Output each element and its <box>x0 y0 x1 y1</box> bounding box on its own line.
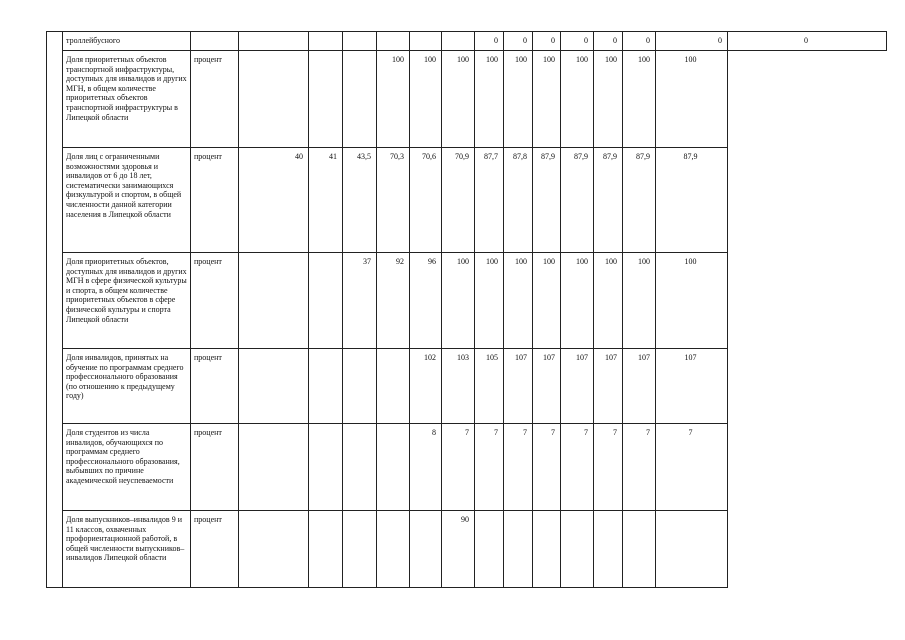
value-cell: 107 <box>594 349 623 424</box>
value-cell: 0 <box>475 32 504 51</box>
unit-cell: процент <box>191 424 239 511</box>
value-cell: 103 <box>442 349 475 424</box>
value-cell: 100 <box>504 253 533 349</box>
value-cell <box>410 32 442 51</box>
value-cell <box>239 424 309 511</box>
value-cell: 100 <box>410 51 442 148</box>
value-cell <box>239 511 309 588</box>
value-cell <box>343 424 377 511</box>
table-row <box>47 51 887 148</box>
value-cell: 70,3 <box>377 148 410 253</box>
value-cell <box>504 511 533 588</box>
unit-cell: процент <box>191 148 239 253</box>
value-cell: 100 <box>656 51 728 148</box>
value-cell <box>309 424 343 511</box>
value-cell: 7 <box>561 424 594 511</box>
value-cell: 40 <box>239 148 309 253</box>
value-cell: 100 <box>442 253 475 349</box>
value-cell: 100 <box>533 51 561 148</box>
value-cell: 7 <box>623 424 656 511</box>
value-cell <box>377 349 410 424</box>
value-cell: 0 <box>728 32 887 51</box>
number-cell <box>47 32 63 588</box>
indicator-name-cell: Доля студентов из числа инвалидов, обучающихся по программам среднего профессионального образования, выбывших по причине академической неуспеваемости <box>63 424 191 511</box>
value-cell: 100 <box>475 51 504 148</box>
value-cell <box>442 32 475 51</box>
unit-cell: процент <box>191 349 239 424</box>
value-cell: 70,9 <box>442 148 475 253</box>
value-cell <box>343 349 377 424</box>
value-cell <box>239 253 309 349</box>
value-cell <box>377 424 410 511</box>
indicator-name-cell: троллейбусного <box>63 32 191 51</box>
value-cell: 87,9 <box>594 148 623 253</box>
value-cell <box>594 511 623 588</box>
unit-cell: процент <box>191 511 239 588</box>
value-cell <box>309 349 343 424</box>
value-cell: 100 <box>561 51 594 148</box>
value-cell: 100 <box>533 253 561 349</box>
value-cell <box>561 511 594 588</box>
value-cell <box>656 511 728 588</box>
value-cell: 8 <box>410 424 442 511</box>
value-cell: 100 <box>594 253 623 349</box>
indicator-name-cell: Доля лиц с ограниченными возможностями здоровья и инвалидов от 6 до 18 лет, систематически занимающихся физкультурой и спортом, в общей численности данной категории населения в Липецкой области <box>63 148 191 253</box>
value-cell: 0 <box>623 32 656 51</box>
table-row <box>47 424 887 511</box>
value-cell: 107 <box>656 349 728 424</box>
value-cell: 87,7 <box>475 148 504 253</box>
value-cell: 92 <box>377 253 410 349</box>
value-cell: 7 <box>442 424 475 511</box>
value-cell <box>309 51 343 148</box>
value-cell: 107 <box>561 349 594 424</box>
value-cell: 7 <box>475 424 504 511</box>
value-cell: 0 <box>504 32 533 51</box>
unit-cell: процент <box>191 51 239 148</box>
value-cell: 100 <box>561 253 594 349</box>
value-cell: 87,9 <box>561 148 594 253</box>
value-cell <box>475 511 504 588</box>
value-cell: 100 <box>475 253 504 349</box>
indicator-name-cell: Доля приоритетных объектов, доступных для инвалидов и других МГН в сфере физической культуры и спорта, в общем количестве приоритетных объектов в сфере физической культуры и спорта Липецкой области <box>63 253 191 349</box>
value-cell: 107 <box>504 349 533 424</box>
value-cell: 7 <box>504 424 533 511</box>
value-cell <box>623 511 656 588</box>
value-cell: 107 <box>533 349 561 424</box>
value-cell <box>343 511 377 588</box>
value-cell: 0 <box>656 32 728 51</box>
value-cell: 7 <box>594 424 623 511</box>
value-cell: 90 <box>442 511 475 588</box>
value-cell: 105 <box>475 349 504 424</box>
value-cell <box>343 51 377 148</box>
table-body <box>47 32 887 588</box>
value-cell: 100 <box>504 51 533 148</box>
value-cell: 87,8 <box>504 148 533 253</box>
table-row <box>47 32 887 51</box>
table-row <box>47 511 887 588</box>
value-cell <box>343 32 377 51</box>
value-cell: 70,6 <box>410 148 442 253</box>
value-cell: 96 <box>410 253 442 349</box>
value-cell: 0 <box>533 32 561 51</box>
unit-cell: процент <box>191 253 239 349</box>
value-cell: 100 <box>442 51 475 148</box>
value-cell: 0 <box>594 32 623 51</box>
value-cell: 100 <box>656 253 728 349</box>
value-cell <box>309 511 343 588</box>
value-cell: 43,5 <box>343 148 377 253</box>
value-cell: 107 <box>623 349 656 424</box>
value-cell: 37 <box>343 253 377 349</box>
value-cell: 87,9 <box>533 148 561 253</box>
value-cell: 102 <box>410 349 442 424</box>
unit-cell <box>191 32 239 51</box>
value-cell: 87,9 <box>623 148 656 253</box>
value-cell: 7 <box>656 424 728 511</box>
value-cell <box>309 253 343 349</box>
value-cell: 100 <box>623 51 656 148</box>
table-row <box>47 349 887 424</box>
indicator-name-cell: Доля инвалидов, принятых на обучение по программам среднего профессионального образования (по отношению к предыдущему году) <box>63 349 191 424</box>
value-cell <box>410 511 442 588</box>
value-cell: 87,9 <box>656 148 728 253</box>
value-cell: 100 <box>594 51 623 148</box>
value-cell <box>533 511 561 588</box>
value-cell <box>377 32 410 51</box>
value-cell <box>377 511 410 588</box>
value-cell <box>239 349 309 424</box>
indicator-name-cell: Доля выпускников–инвалидов 9 и 11 классов, охваченных профориентационной работой, в общей численности выпускников–инвалидов Липецкой области <box>63 511 191 588</box>
value-cell <box>239 51 309 148</box>
value-cell: 41 <box>309 148 343 253</box>
value-cell <box>309 32 343 51</box>
indicators-table <box>46 31 887 588</box>
indicator-name-cell: Доля приоритетных объектов транспортной инфраструктуры, доступных для инвалидов и других МГН, в общем количестве приоритетных объектов транспортной инфраструктуры в Липецкой области <box>63 51 191 148</box>
value-cell: 0 <box>561 32 594 51</box>
value-cell <box>239 32 309 51</box>
table-row <box>47 148 887 253</box>
value-cell: 100 <box>623 253 656 349</box>
value-cell: 7 <box>533 424 561 511</box>
value-cell: 100 <box>377 51 410 148</box>
table-row <box>47 253 887 349</box>
